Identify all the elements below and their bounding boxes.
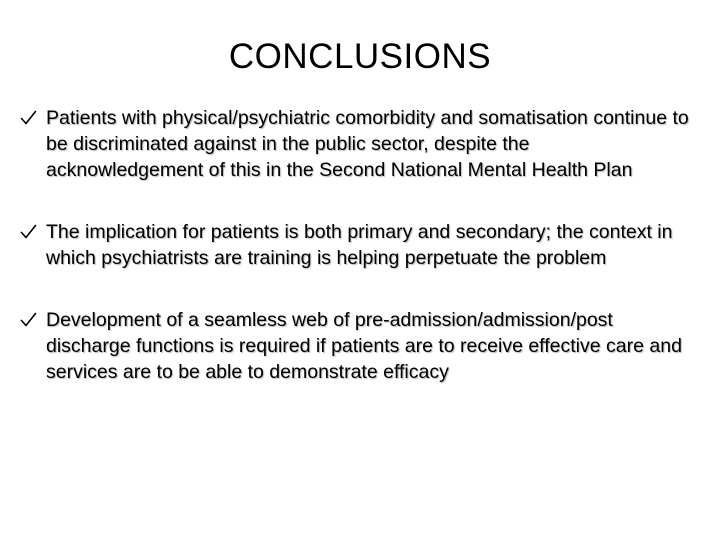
bullet-item [20,307,690,385]
bullet-text: Development of a seamless web of pre-admission/admission/post discharge functions is required if patients are to receive effective care and services are to be able to demonstrate efficacy [46,309,682,383]
checkmark-icon [20,307,42,333]
bullet-list [20,105,690,385]
slide-title: CONCLUSIONS [228,37,492,76]
bullet-item [20,105,690,183]
checkmark-icon [20,219,42,245]
bullet-text: The implication for patients is both primary and secondary; the context in which psychiatrists are training is helping perpetuate the problem [46,221,673,269]
bullet-item [20,219,690,271]
bullet-text: Patients with physical/psychiatric comorbidity and somatisation continue to be discriminated against in the public sector, despite the acknowledgement of this in the Second National Mental Health Plan [46,107,689,181]
checkmark-icon [20,105,42,131]
